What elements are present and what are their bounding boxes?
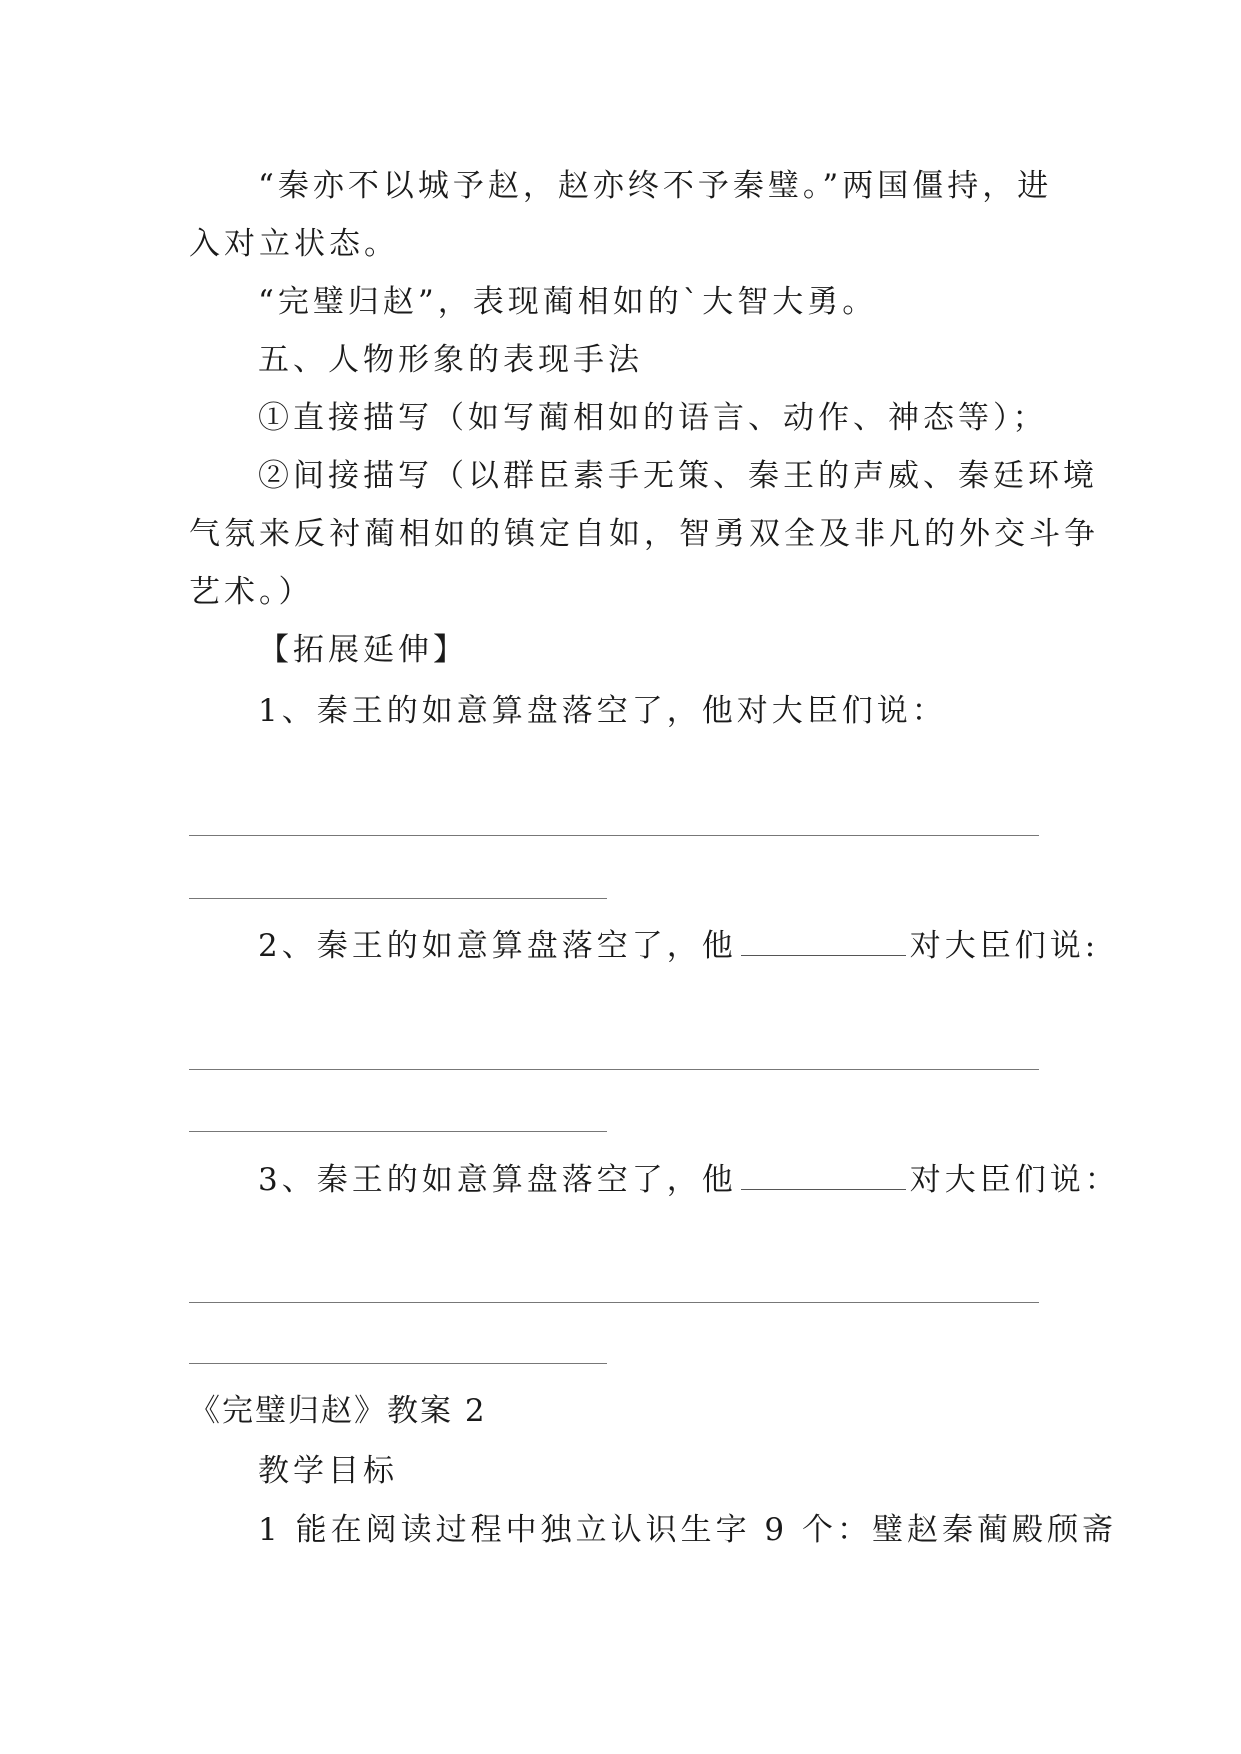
list-item-continuation: 艺术。） xyxy=(189,574,314,610)
paragraph-text: “完璧归赵”，表现蔺相如的`大智大勇。 xyxy=(258,284,878,320)
answer-line[interactable] xyxy=(189,835,1039,836)
exercise-prompt: 1、秦王的如意算盘落空了，他对大臣们说： xyxy=(258,693,947,729)
answer-line[interactable] xyxy=(189,1363,607,1364)
objective-item: 1 能在阅读过程中独立认识生字 9 个：璧赵秦蔺殿颀斋 xyxy=(258,1512,1118,1548)
answer-line[interactable] xyxy=(189,898,607,899)
list-item: ②间接描写（以群臣素手无策、秦王的声威、秦廷环境 xyxy=(258,458,1098,494)
answer-line[interactable] xyxy=(189,1069,1039,1070)
paragraph-text: 入对立状态。 xyxy=(189,226,399,262)
list-item: ①直接描写（如写蔺相如的语言、动作、神态等）； xyxy=(258,400,1048,436)
exercise-prompt xyxy=(258,1160,1120,1200)
section-heading: 五、人物形象的表现手法 xyxy=(258,342,643,378)
exercise-prompt-start: 3、秦王的如意算盘落空了，他 xyxy=(258,1162,737,1198)
list-item-continuation: 气氛来反衬蔺相如的镇定自如，智勇双全及非凡的外交斗争 xyxy=(189,516,1099,552)
extension-heading: 【拓展延伸】 xyxy=(258,632,468,668)
exercise-prompt-end: 对大臣们说: xyxy=(909,928,1100,964)
fill-in-blank[interactable] xyxy=(741,929,906,956)
paragraph-text: “秦亦不以城予赵，赵亦终不予秦璧。”两国僵持，进 xyxy=(258,168,1053,204)
exercise-prompt-start: 2、秦王的如意算盘落空了，他 xyxy=(258,928,737,964)
exercise-prompt-end: 对大臣们说： xyxy=(909,1162,1120,1198)
objectives-heading: 教学目标 xyxy=(258,1453,398,1489)
answer-line[interactable] xyxy=(189,1131,607,1132)
fill-in-blank[interactable] xyxy=(741,1163,906,1190)
section-title: 《完璧归赵》教案 2 xyxy=(189,1393,487,1429)
exercise-prompt xyxy=(258,926,1099,966)
answer-line[interactable] xyxy=(189,1302,1039,1303)
